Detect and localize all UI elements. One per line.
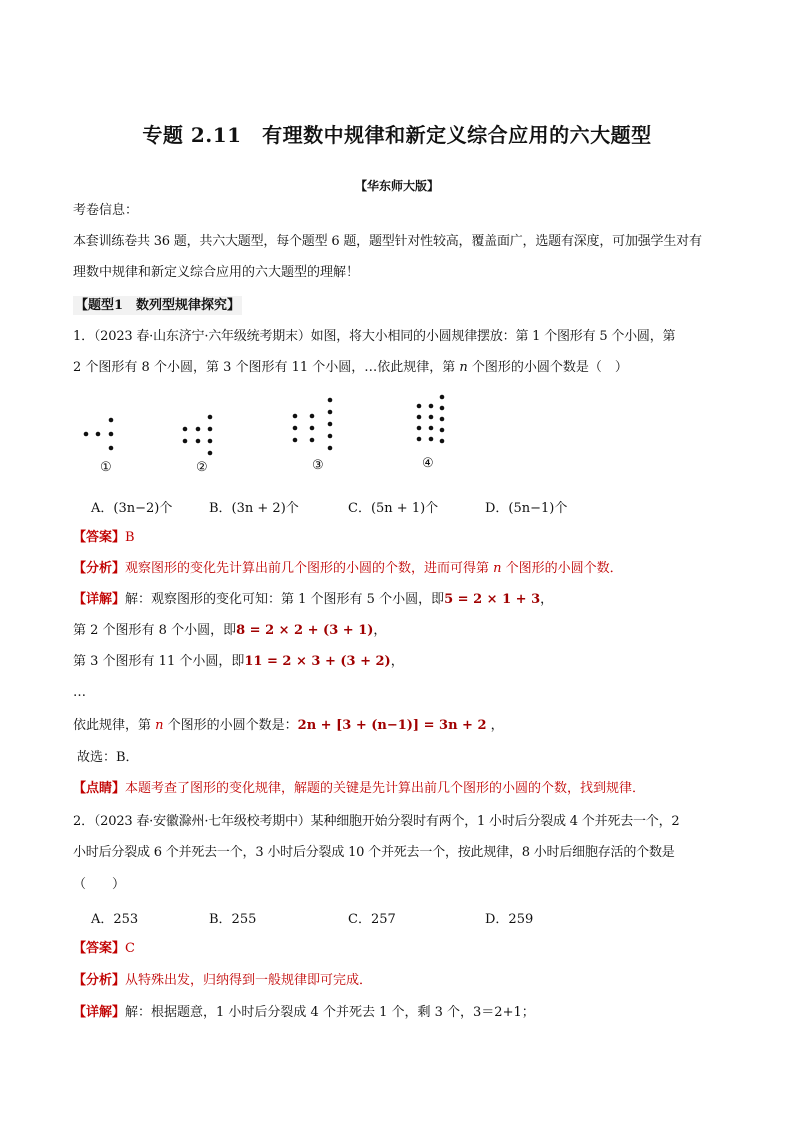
q1-answer (73, 529, 135, 547)
q2-detail (73, 1004, 535, 1022)
q1-line-1: 1．（2023 春·山东济宁·六年级统考期末）如图，将大小相同的小圆规律摆放：第 1 个图形有 5 个小圆，第 (73, 329, 676, 344)
answer-tag: 【答案】 (73, 530, 126, 545)
rule-text-a: 依此规律，第 (73, 718, 156, 733)
comment-text: 本题考查了图形的变化规律，解题的关键是先计算出前几个图形的小圆的个数，找到规律． (125, 781, 646, 796)
analysis-text-b: 个图形的小圆个数． (501, 561, 623, 576)
figure-label-1: ① (100, 460, 112, 475)
q2-option-a: A．253 (91, 912, 139, 927)
analysis-tag: 【分析】 (73, 973, 126, 988)
q2-analysis (73, 972, 372, 990)
analysis-text-a: 观察图形的变化先计算出前几个图形的小圆的个数，进而可得第 (125, 561, 494, 576)
q2-line-2: 小时后分裂成 6 个并死去一个，3 小时后分裂成 10 个并死去一个，按此规律，8 小时后细胞存活的个数是 (73, 845, 675, 860)
q1-option-b: B．(3n + 2)个 (209, 501, 299, 516)
intro-line-2: 理数中规律和新定义综合应用的六大题型的理解！ (73, 265, 360, 280)
detail-2-math: 8 = 2 × 2 + (3 + 1) (236, 623, 374, 638)
pattern-2 (183, 415, 213, 456)
detail-tag: 【详解】 (73, 592, 126, 607)
pattern-3 (293, 398, 333, 451)
q1-line-2 (73, 359, 628, 377)
intro-line-1: 本套训练卷共 36 题，共六大题型，每个题型 6 题，题型针对性较高，覆盖面广，选题有深度，可加强学生对有 (73, 234, 702, 249)
rule-text-b: 个图形的小圆个数是： (163, 718, 298, 733)
analysis-tag: 【分析】 (73, 561, 126, 576)
detail-1-text: 解：观察图形的变化可知：第 1 个图形有 5 个小圆，即 (125, 592, 445, 607)
detail-2-text: 第 2 个图形有 8 个小圆，即 (73, 623, 237, 638)
q1-detail-3: 第 3 个图形有 11 个小圆，即11 = 2 × 3 + (3 + 2)， (73, 654, 404, 669)
page-title: 专题 2.11 有理数中规律和新定义综合应用的六大题型 (142, 123, 652, 147)
q1-detail-1: 【详解】解：观察图形的变化可知：第 1 个图形有 5 个小圆，即5 = 2 × 1 + 3， (73, 592, 554, 607)
q2-line-1: 2．（2023 春·安徽滁州·七年级校考期中）某种细胞开始分裂时有两个，1 小时后分裂成 4 个并死去一个，2 (73, 814, 680, 829)
detail-text: 解：根据题意，1 小时后分裂成 4 个并死去 1 个，剩 3 个，3＝2+1； (125, 1005, 535, 1020)
answer-value: C (125, 941, 135, 956)
answer-tag: 【答案】 (73, 941, 126, 956)
q1-line-2-text-b: 个图形的小圆个数是（ ） (467, 360, 628, 375)
dot-pattern-figure (70, 392, 470, 480)
q1-option-c: C．(5n + 1)个 (348, 501, 439, 516)
section-heading-1: 【题型1 数列型规律探究】 (75, 298, 241, 313)
detail-3-math: 11 = 2 × 3 + (3 + 2) (244, 654, 391, 669)
q2-option-c: C．257 (348, 912, 396, 927)
q1-detail-2: 第 2 个图形有 8 个小圆，即8 = 2 × 2 + (3 + 1)， (73, 623, 387, 638)
q2-answer (73, 940, 135, 958)
figure-label-4: ④ (422, 456, 434, 471)
q1-comment (73, 780, 645, 798)
q1-figure (70, 392, 470, 480)
q1-analysis (73, 560, 623, 578)
figure-label-3: ③ (312, 458, 324, 473)
q1-option-d: D．(5n−1)个 (485, 501, 568, 516)
analysis-variable-n: n (493, 561, 502, 576)
figure-label-2: ② (196, 460, 208, 475)
rule-variable-n: n (155, 718, 164, 733)
analysis-text: 从特殊出发，归纳得到一般规律即可完成． (125, 973, 373, 988)
rule-math: 2n + [3 + (n−1)] = 3n + 2 (297, 718, 487, 733)
detail-tag: 【详解】 (73, 1005, 126, 1020)
detail-3-text: 第 3 个图形有 11 个小圆，即 (73, 654, 245, 669)
answer-value: B (125, 530, 135, 545)
pattern-1 (84, 418, 114, 451)
q2-line-3: （ ） (73, 877, 126, 892)
q1-rule: 依此规律，第 n 个图形的小圆个数是：2n + [3 + (n−1)] = 3n + 2 ， (73, 718, 504, 733)
q1-ellipsis: … (73, 685, 86, 700)
pattern-4 (417, 395, 445, 444)
q1-line-2-text-a: 2 个图形有 8 个小圆，第 3 个图形有 11 个小圆，…依此规律，第 (73, 360, 460, 375)
comment-tag: 【点睛】 (73, 781, 126, 796)
info-label: 考卷信息： (73, 203, 139, 218)
q1-variable-n: n (459, 360, 468, 375)
edition-label: 【华东师大版】 (354, 179, 439, 193)
detail-1-math: 5 = 2 × 1 + 3 (444, 592, 541, 607)
q1-option-a: A．(3n−2)个 (91, 501, 173, 516)
q2-option-d: D．259 (485, 912, 534, 927)
q2-option-b: B．255 (209, 912, 257, 927)
q1-choose: 故选：B． (77, 750, 139, 765)
